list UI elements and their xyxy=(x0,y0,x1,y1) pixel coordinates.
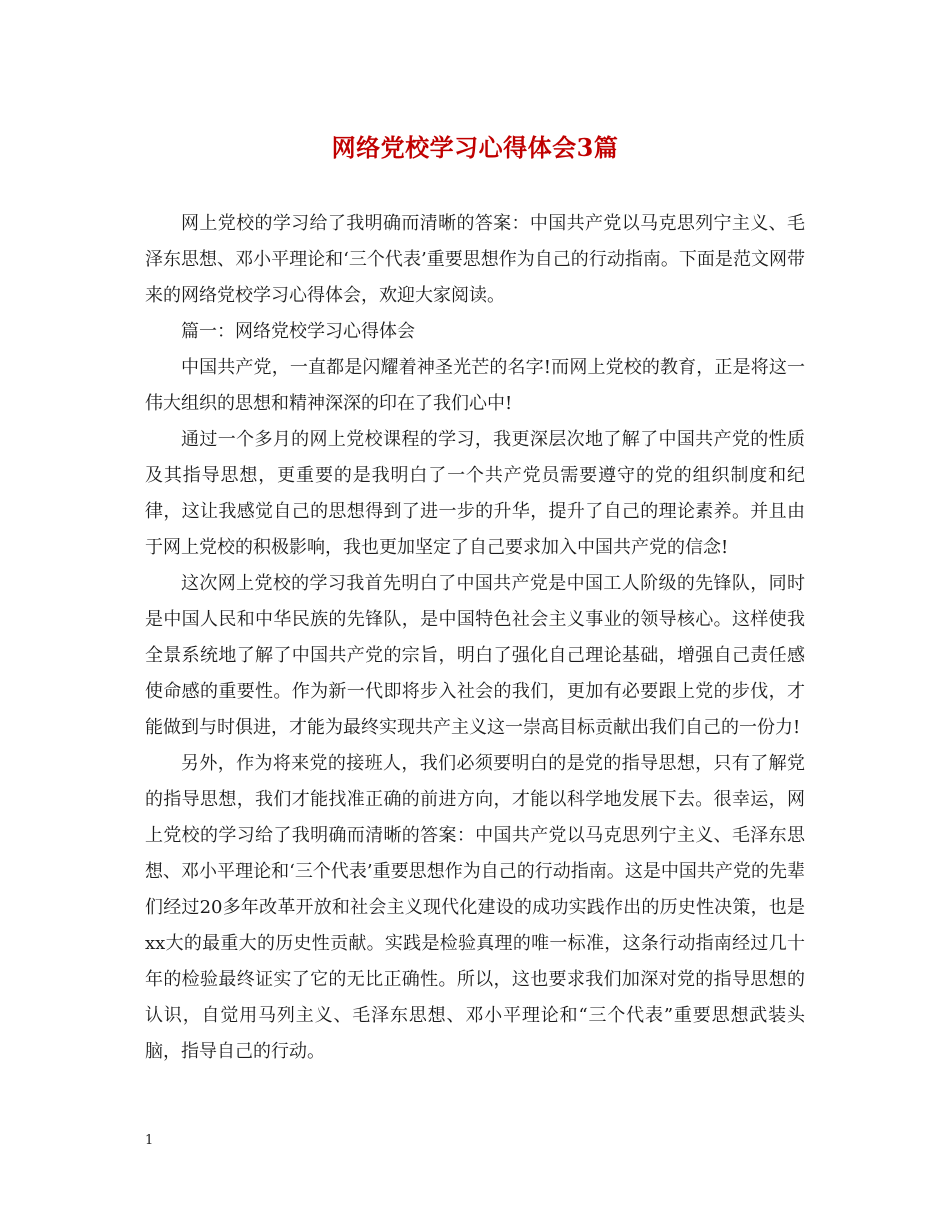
paragraph-intro: 网上党校的学习给了我明确而清晰的答案：中国共产党以马克思列宁主义、毛泽东思想、邓小平理论和‘三个代表’重要思想作为自己的行动指南。下面是范文网带来的网络党校学习心得体会，欢迎大家阅读。 xyxy=(145,213,805,306)
page-number: 1 xyxy=(145,1133,154,1148)
document-body xyxy=(145,206,805,1070)
paragraph-3: 这次网上党校的学习我首先明白了中国共产党是中国工人阶级的先锋队，同时是中国人民和中华民族的先锋队，是中国特色社会主义事业的领导核心。这样使我全景系统地了解了中国共产党的宗旨，明白了强化自己理论基础，增强自己责任感使命感的重要性。作为新一代即将步入社会的我们，更加有必要跟上党的步伐，才能做到与时俱进，才能为最终实现共产主义这一崇高目标贡献出我们自己的一份力! xyxy=(145,573,805,738)
paragraph-section-heading: 篇一：网络党校学习心得体会 xyxy=(181,321,415,342)
paragraph-2: 通过一个多月的网上党校课程的学习，我更深层次地了解了中国共产党的性质及其指导思想，更重要的是我明白了一个共产党员需要遵守的党的组织制度和纪律，这让我感觉自己的思想得到了进一步的升华，提升了自己的理论素养。并且由于网上党校的积极影响，我也更加坚定了自己要求加入中国共产党的信念! xyxy=(145,429,805,558)
paragraph-4: 另外，作为将来党的接班人，我们必须要明白的是党的指导思想，只有了解党的指导思想，我们才能找准正确的前进方向，才能以科学地发展下去。很幸运，网上党校的学习给了我明确而清晰的答案：中国共产党以马克思列宁主义、毛泽东思想、邓小平理论和‘三个代表’重要思想作为自己的行动指南。这是中国共产党的先辈们经过20多年改革开放和社会主义现代化建设的成功实践作出的历史性决策，也是xx大的最重大的历史性贡献。实践是检验真理的唯一标准，这条行动指南经过几十年的检验最终证实了它的无比正确性。所以，这也要求我们加深对党的指导思想的认识，自觉用马列主义、毛泽东思想、邓小平理论和“三个代表”重要思想武装头脑，指导自己的行动。 xyxy=(145,753,805,1062)
document-title: 网络党校学习心得体会3篇 xyxy=(331,133,619,162)
paragraph-1: 中国共产党，一直都是闪耀着神圣光芒的名字!而网上党校的教育，正是将这一伟大组织的思想和精神深深的印在了我们心中! xyxy=(145,357,805,414)
